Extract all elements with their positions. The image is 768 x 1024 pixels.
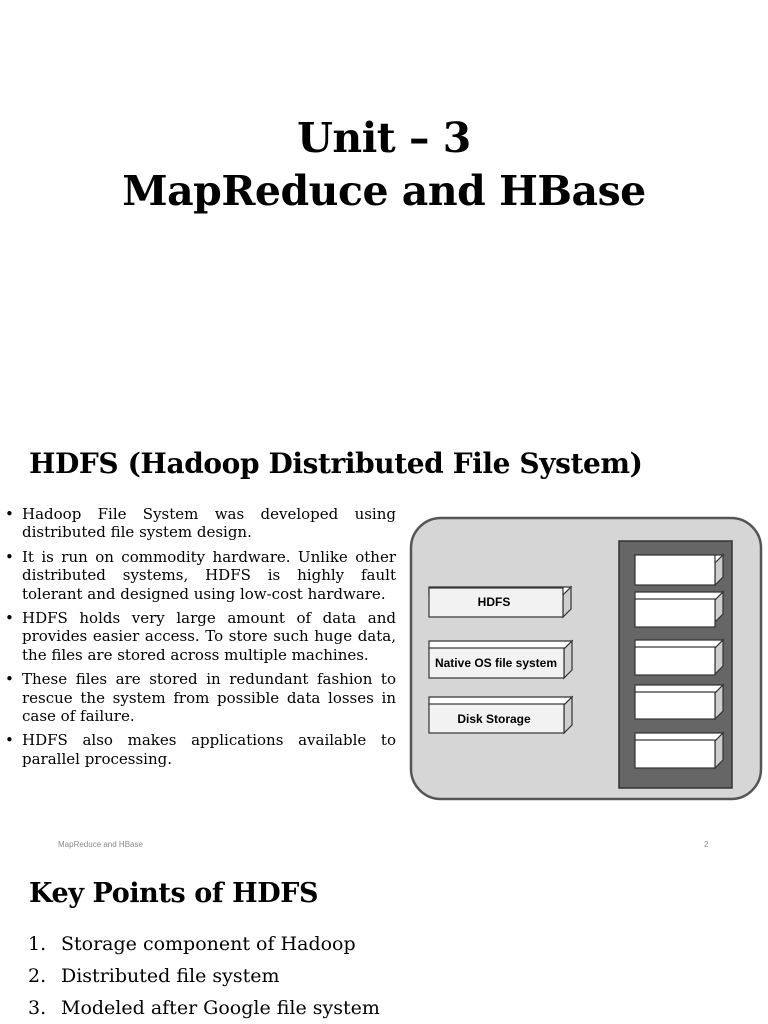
layer-label-native-os: Native OS file system: [434, 656, 558, 670]
key-points-heading: Key Points of HDFS: [29, 878, 319, 909]
hdfs-bullet-list: [0, 505, 396, 774]
list-item: [28, 928, 380, 960]
slide-title-line-2: MapReduce and HBase: [122, 167, 646, 215]
hdfs-heading: HDFS (Hadoop Distributed File System): [29, 447, 643, 480]
rack-block: [635, 685, 723, 719]
list-item-number: 2.: [28, 965, 47, 987]
list-item-number: 1.: [28, 933, 47, 955]
bullet-item: • Hadoop File System was developed using distributed file system design.: [0, 505, 396, 542]
layer-box-native-os: [429, 641, 572, 678]
list-item-text: Storage component of Hadoop: [61, 933, 356, 955]
list-item: [28, 960, 380, 992]
key-points-list: [28, 928, 380, 1024]
layer-label-disk-storage: Disk Storage: [457, 712, 531, 726]
hdfs-architecture-diagram: [408, 515, 764, 803]
layer-box-hdfs: [429, 587, 571, 617]
footer-title: MapReduce and HBase: [58, 840, 143, 849]
list-item-text: Distributed file system: [61, 965, 280, 987]
list-item-text: Modeled after Google file system: [61, 997, 380, 1019]
layer-box-disk-storage: [429, 697, 572, 733]
slide-title-line-1: Unit – 3: [297, 114, 471, 162]
bullet-item: • These files are stored in redundant fashion to rescue the system from possible data losses in case of failure.: [0, 670, 396, 725]
rack-block: [635, 640, 723, 675]
rack-block: [635, 555, 723, 585]
bullet-item: • HDFS also makes applications available to parallel processing.: [0, 731, 396, 768]
rack-block: [635, 592, 723, 627]
list-item-number: 3.: [28, 997, 47, 1019]
list-item: [28, 992, 380, 1024]
layer-label-hdfs: HDFS: [477, 595, 511, 609]
bullet-item: • HDFS holds very large amount of data and provides easier access. To store such huge data, the files are stored across multiple machines.: [0, 609, 396, 664]
bullet-item: • It is run on commodity hardware. Unlike other distributed systems, HDFS is highly fault tolerant and designed using low-cost hardware.: [0, 548, 396, 603]
page-number: 2: [704, 840, 709, 849]
rack-block: [635, 733, 723, 768]
